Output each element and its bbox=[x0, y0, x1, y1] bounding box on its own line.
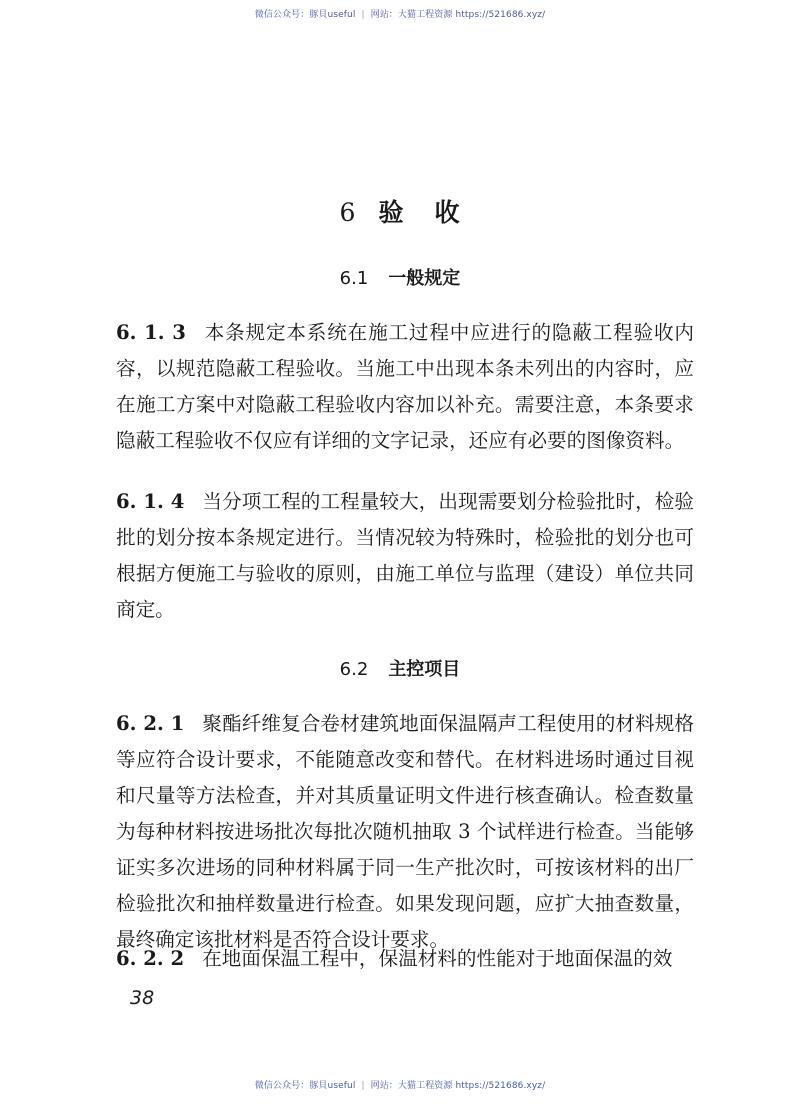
clause-6-2-1 bbox=[116, 706, 694, 958]
section-title: 一般规定 bbox=[388, 268, 461, 289]
clause-number: 6. 2. 2 bbox=[116, 947, 185, 970]
watermark-left-text: 微信公众号：豚貝useful bbox=[254, 1081, 356, 1091]
chapter-number: 6 bbox=[339, 198, 357, 227]
clause-text: 在地面保温工程中，保温材料的性能对于地面保温的效 bbox=[202, 947, 673, 970]
section-number: 6.2 bbox=[339, 659, 369, 680]
section-heading-6-1 bbox=[0, 264, 800, 290]
clause-text: 当分项工程的工程量较大，出现需要划分检验批时，检验批的划分按本条规定进行。当情况较为特殊时，检验批的划分也可根据方便施工与验收的原则，由施工单位与监理（建设）单位共同商定。 bbox=[116, 490, 695, 621]
watermark-separator: | bbox=[361, 1081, 365, 1091]
watermark-left-text: 微信公众号：豚貝useful bbox=[254, 10, 356, 20]
chapter-title bbox=[0, 193, 800, 229]
watermark-top bbox=[0, 7, 800, 20]
watermark-right-text: 网站：大猫工程资源 https://521686.xyz/ bbox=[370, 10, 546, 20]
watermark-bottom bbox=[0, 1078, 800, 1091]
chapter-title-char-2: 收 bbox=[434, 198, 461, 227]
section-number: 6.1 bbox=[339, 268, 369, 289]
chapter-title-char-1: 验 bbox=[378, 198, 405, 227]
watermark-separator: | bbox=[361, 10, 365, 20]
clause-6-2-2 bbox=[116, 941, 694, 977]
section-title: 主控项目 bbox=[388, 659, 461, 680]
page-number: 38 bbox=[130, 987, 155, 1009]
clause-text: 聚酯纤维复合卷材建筑地面保温隔声工程使用的材料规格等应符合设计要求，不能随意改变和替代。在材料进场时通过目视和尺量等方法检查，并对其质量证明文件进行核查确认。检查数量为每种材料按进场批次每批次随机抽取 3 个试样进行检查。当能够证实多次进场的同种材料属于同一生产批次时，可按该材料的出厂检验批次和抽样数量进行检查。如果发现问题，应扩大抽查数量，最终确定该批材料是否符合设计要求。 bbox=[116, 712, 695, 951]
clause-text: 本条规定本系统在施工过程中应进行的隐蔽工程验收内容，以规范隐蔽工程验收。当施工中出现本条未列出的内容时，应在施工方案中对隐蔽工程验收内容加以补充。需要注意，本条要求隐蔽工程验收不仅应有详细的文字记录，还应有必要的图像资料。 bbox=[116, 321, 695, 452]
clause-number: 6. 1. 4 bbox=[116, 490, 185, 513]
clause-number: 6. 2. 1 bbox=[116, 712, 185, 735]
clause-number: 6. 1. 3 bbox=[116, 321, 186, 344]
clause-6-1-4 bbox=[116, 484, 694, 628]
section-heading-6-2 bbox=[0, 655, 800, 681]
watermark-right-text: 网站：大猫工程资源 https://521686.xyz/ bbox=[370, 1081, 546, 1091]
clause-6-1-3 bbox=[116, 315, 694, 459]
